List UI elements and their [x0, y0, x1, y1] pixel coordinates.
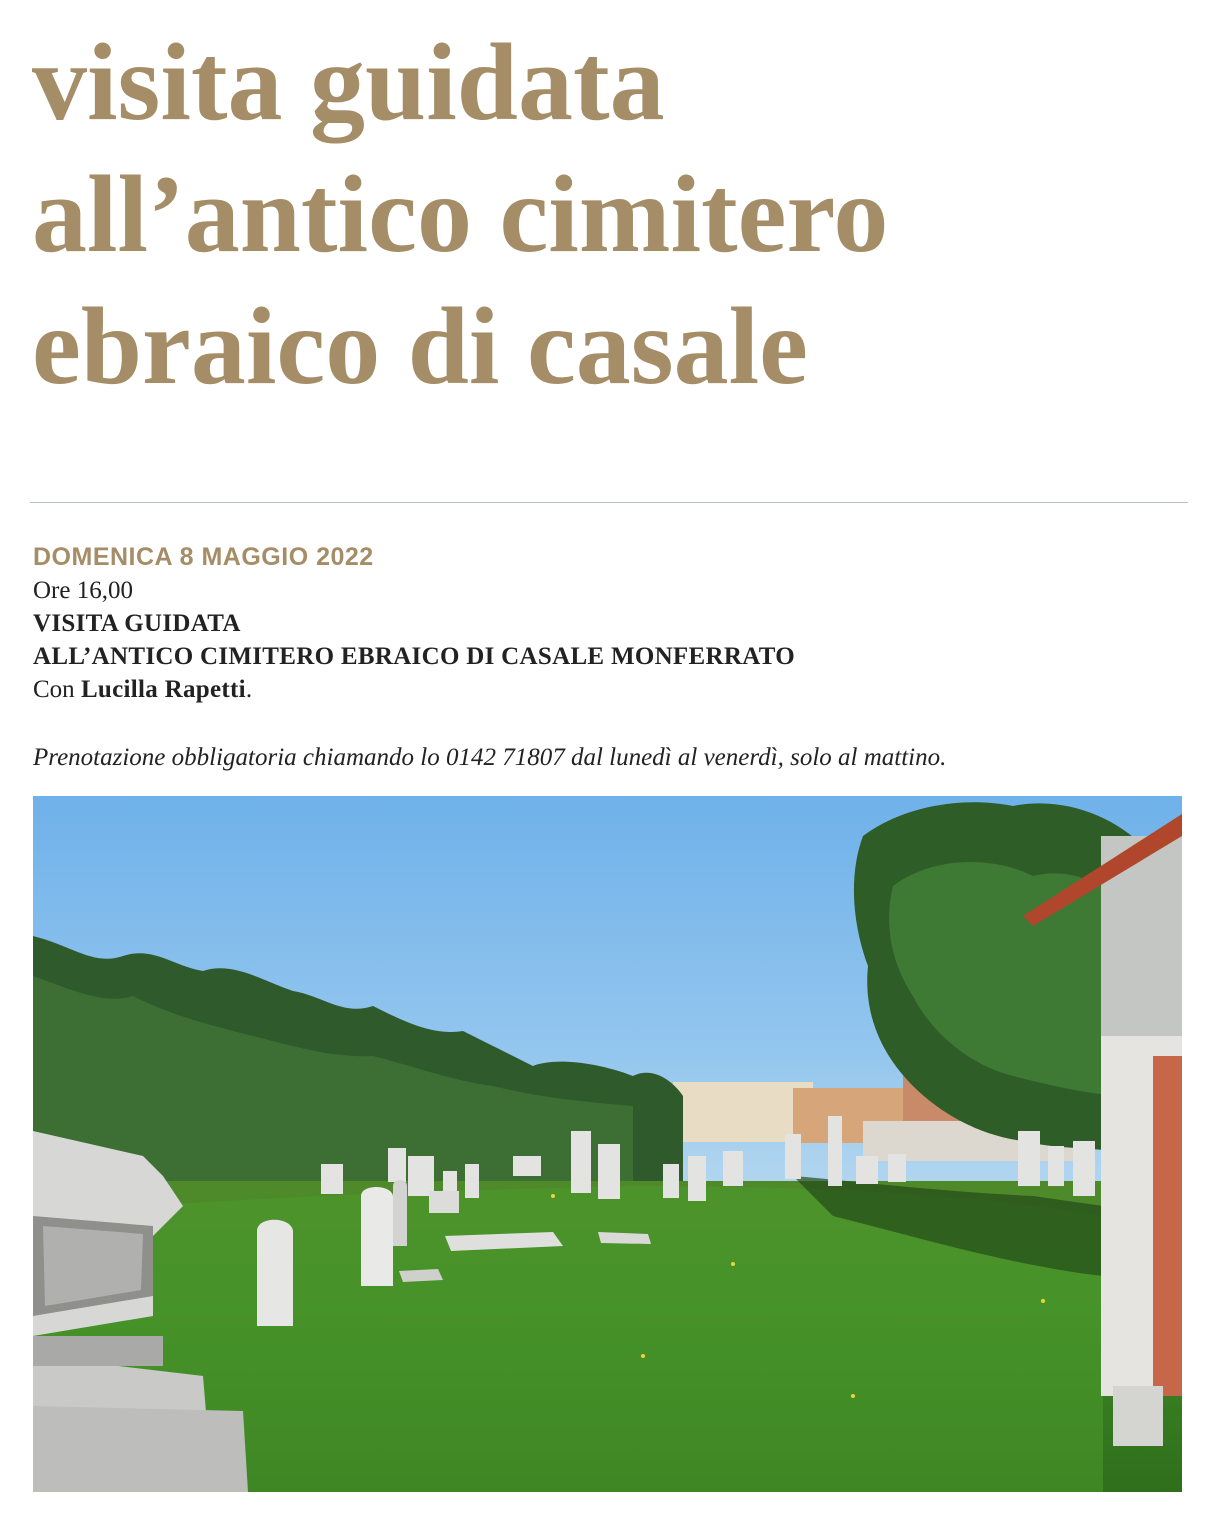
event-date: DOMENICA 8 MAGGIO 2022: [33, 543, 374, 571]
event-time: Ore 16,00: [33, 577, 133, 604]
title-line-3: ebraico di casale: [32, 285, 808, 407]
page-title: [32, 16, 1192, 412]
title-line-2: all’antico cimitero: [32, 153, 889, 275]
guide-suffix: .: [245, 676, 253, 703]
event-info: [33, 540, 1183, 774]
event-name-line-2: ALL’ANTICO CIMITERO EBRAICO DI CASALE MONFERRATO: [33, 643, 795, 670]
guide-name: Lucilla Rapetti: [80, 676, 246, 703]
cemetery-photo: [33, 796, 1182, 1492]
title-line-1: visita guidata: [32, 21, 665, 143]
event-guide: [33, 673, 1183, 706]
booking-note: Prenotazione obbligatoria chiamando lo 0142 71807 dal lunedì al venerdì, solo al mattino.: [33, 744, 947, 771]
event-name-line-1: VISITA GUIDATA: [33, 610, 241, 637]
guide-prefix: Con: [33, 676, 81, 703]
section-divider: [30, 502, 1188, 503]
